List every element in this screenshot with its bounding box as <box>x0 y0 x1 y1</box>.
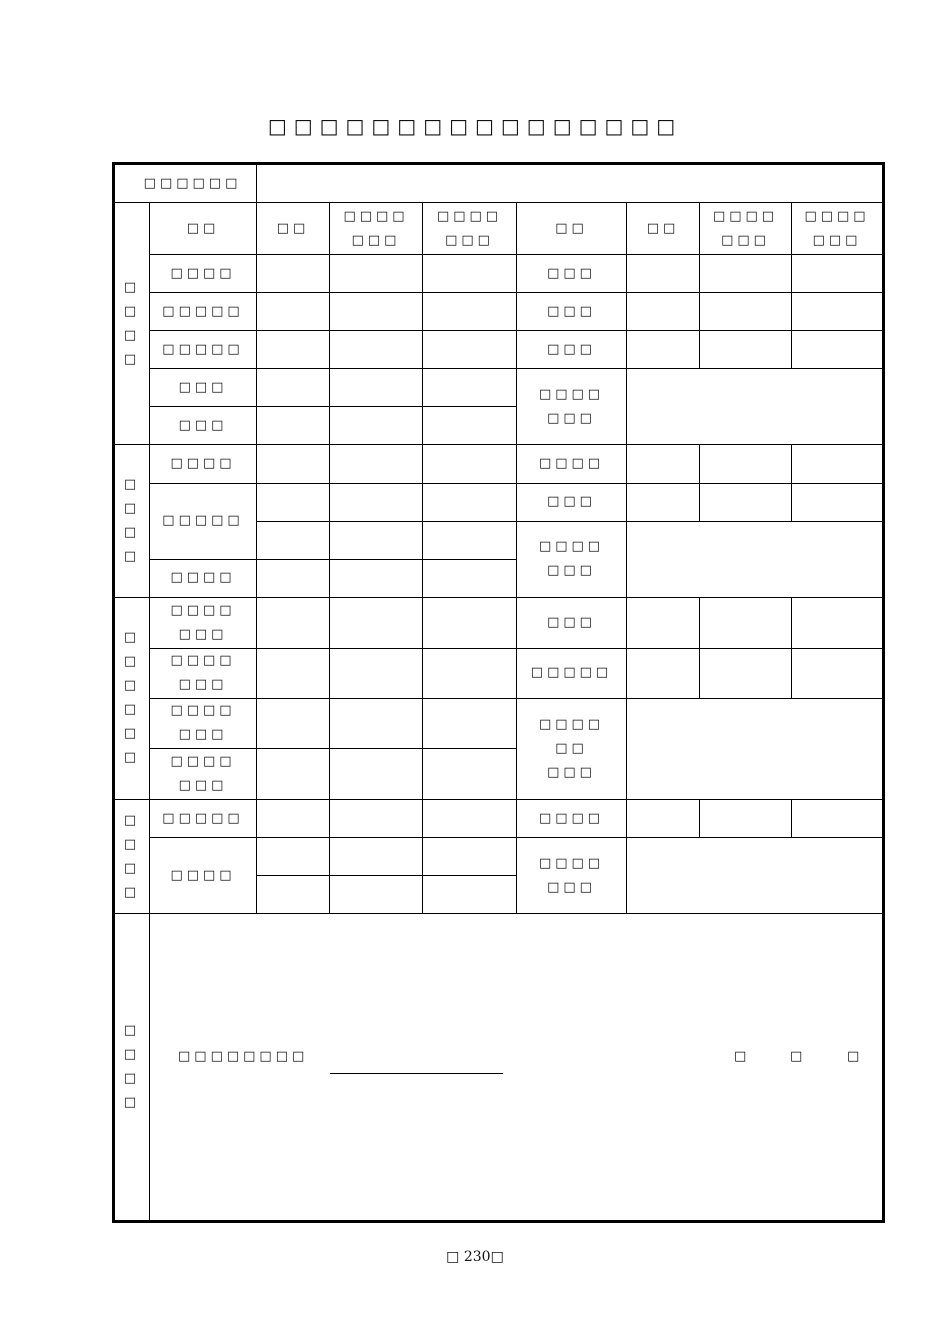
col-item-header: □□ <box>150 203 257 255</box>
input-cell[interactable] <box>792 331 884 369</box>
input-cell[interactable] <box>792 483 884 521</box>
input-cell[interactable] <box>257 648 330 698</box>
input-cell[interactable] <box>330 597 423 648</box>
input-cell[interactable] <box>627 293 700 331</box>
note-field[interactable] <box>627 521 884 597</box>
input-cell[interactable] <box>627 800 700 838</box>
row-label: □□□ <box>150 407 257 445</box>
input-cell[interactable] <box>423 407 517 445</box>
col-val-a-header: □□□□ □□□ <box>330 203 423 255</box>
col-val-b-header: □□□□ □□□ <box>423 203 517 255</box>
input-cell[interactable] <box>792 648 884 698</box>
row-label: □□□ <box>517 255 627 293</box>
note-field[interactable] <box>627 838 884 914</box>
note-label: □□□□ □□□ <box>517 838 627 914</box>
row-label: □□□□ □□□ <box>150 597 257 648</box>
input-cell[interactable] <box>257 749 330 800</box>
input-cell[interactable] <box>257 445 330 483</box>
input-cell[interactable] <box>423 597 517 648</box>
row-label: □□□□ <box>150 445 257 483</box>
input-cell[interactable] <box>330 331 423 369</box>
row-label: □□□ <box>517 331 627 369</box>
signature-line[interactable] <box>330 1072 503 1074</box>
row-label: □□□□ <box>517 800 627 838</box>
input-cell[interactable] <box>792 445 884 483</box>
input-cell[interactable] <box>627 648 700 698</box>
col-val-b-header-right: □□□□ □□□ <box>792 203 884 255</box>
input-cell[interactable] <box>330 838 423 876</box>
input-cell[interactable] <box>423 876 517 914</box>
input-cell[interactable] <box>792 597 884 648</box>
page-number: □ 230□ <box>446 1249 504 1265</box>
input-cell[interactable] <box>423 255 517 293</box>
input-cell[interactable] <box>330 800 423 838</box>
input-cell[interactable] <box>257 800 330 838</box>
note-label: □□□□ □□ □□□ <box>517 698 627 799</box>
input-cell[interactable] <box>330 521 423 559</box>
input-cell[interactable] <box>423 369 517 407</box>
input-cell[interactable] <box>627 445 700 483</box>
input-cell[interactable] <box>423 483 517 521</box>
input-cell[interactable] <box>330 293 423 331</box>
opinion-side-label: □ □ □ □ <box>114 914 150 1222</box>
row-label: □□□□ <box>150 255 257 293</box>
input-cell[interactable] <box>257 597 330 648</box>
input-cell[interactable] <box>330 255 423 293</box>
row-label: □□□ <box>517 293 627 331</box>
note-label: □□□□ □□□ <box>517 369 627 445</box>
input-cell[interactable] <box>330 749 423 800</box>
opinion-area[interactable] <box>150 914 884 1222</box>
date-month-label: □ <box>790 1049 803 1065</box>
row-label: □□□□ <box>150 838 257 914</box>
input-cell[interactable] <box>330 445 423 483</box>
input-cell[interactable] <box>700 483 792 521</box>
header-label: □□□□□□ <box>114 164 257 203</box>
input-cell[interactable] <box>257 698 330 748</box>
input-cell[interactable] <box>257 838 330 876</box>
row-label: □□□□ □□□ <box>150 698 257 748</box>
input-cell[interactable] <box>257 293 330 331</box>
date-year-label: □ <box>734 1049 747 1065</box>
row-label: □□□□ <box>150 559 257 597</box>
row-label: □□□□ □□□ <box>150 749 257 800</box>
input-cell[interactable] <box>423 698 517 748</box>
input-cell[interactable] <box>257 407 330 445</box>
input-cell[interactable] <box>330 876 423 914</box>
section2-side-label: □ □ □ □ <box>114 445 150 597</box>
note-label: □□□□ □□□ <box>517 521 627 597</box>
input-cell[interactable] <box>627 331 700 369</box>
input-cell[interactable] <box>792 800 884 838</box>
input-cell[interactable] <box>700 255 792 293</box>
input-cell[interactable] <box>257 483 330 521</box>
note-field[interactable] <box>627 369 884 445</box>
input-cell[interactable] <box>423 800 517 838</box>
input-cell[interactable] <box>792 255 884 293</box>
form-title: □□□□□□□□□□□□□□□□ <box>267 114 683 138</box>
input-cell[interactable] <box>700 445 792 483</box>
input-cell[interactable] <box>330 648 423 698</box>
input-cell[interactable] <box>330 559 423 597</box>
input-cell[interactable] <box>423 648 517 698</box>
col-unit-header: □□ <box>257 203 330 255</box>
input-cell[interactable] <box>423 749 517 800</box>
input-cell[interactable] <box>257 876 330 914</box>
input-cell[interactable] <box>423 838 517 876</box>
signature-row <box>150 1047 882 1087</box>
input-cell[interactable] <box>330 369 423 407</box>
row-label: □□□ <box>150 369 257 407</box>
input-cell[interactable] <box>627 255 700 293</box>
input-cell[interactable] <box>700 331 792 369</box>
row-label: □□□ <box>517 483 627 521</box>
col-unit-header-right: □□ <box>627 203 700 255</box>
input-cell[interactable] <box>257 255 330 293</box>
input-cell[interactable] <box>330 407 423 445</box>
input-cell[interactable] <box>627 597 700 648</box>
col-val-a-header-right: □□□□ □□□ <box>700 203 792 255</box>
input-cell[interactable] <box>700 648 792 698</box>
row-label: □□□□□ <box>517 648 627 698</box>
input-cell[interactable] <box>257 559 330 597</box>
input-cell[interactable] <box>423 521 517 559</box>
row-label: □□□ <box>517 597 627 648</box>
row-label: □□□□□ <box>150 483 257 559</box>
row-label: □□□□□ <box>150 800 257 838</box>
input-cell[interactable] <box>423 445 517 483</box>
section4-side-label: □ □ □ □ <box>114 800 150 914</box>
input-cell[interactable] <box>423 293 517 331</box>
section3-side-label: □ □ □ □ □ □ <box>114 597 150 799</box>
row-label: □□□□ <box>517 445 627 483</box>
input-cell[interactable] <box>700 800 792 838</box>
input-cell[interactable] <box>257 521 330 559</box>
col-item-header-right: □□ <box>517 203 627 255</box>
inspection-form-table <box>112 162 885 1223</box>
input-cell[interactable] <box>423 331 517 369</box>
input-cell[interactable] <box>627 483 700 521</box>
input-cell[interactable] <box>700 597 792 648</box>
input-cell[interactable] <box>257 331 330 369</box>
input-cell[interactable] <box>423 559 517 597</box>
input-cell[interactable] <box>330 698 423 748</box>
header-value-cell[interactable] <box>257 164 884 203</box>
date-day-label: □ <box>847 1049 860 1065</box>
input-cell[interactable] <box>257 369 330 407</box>
input-cell[interactable] <box>792 293 884 331</box>
section1-side-label: □ □ □ □ <box>114 203 150 445</box>
input-cell[interactable] <box>330 483 423 521</box>
row-label: □□□□□ <box>150 331 257 369</box>
row-label: □□□□ □□□ <box>150 648 257 698</box>
row-label: □□□□□ <box>150 293 257 331</box>
input-cell[interactable] <box>700 293 792 331</box>
note-field[interactable] <box>627 698 884 799</box>
signature-label: □□□□□□□□ <box>178 1049 309 1065</box>
